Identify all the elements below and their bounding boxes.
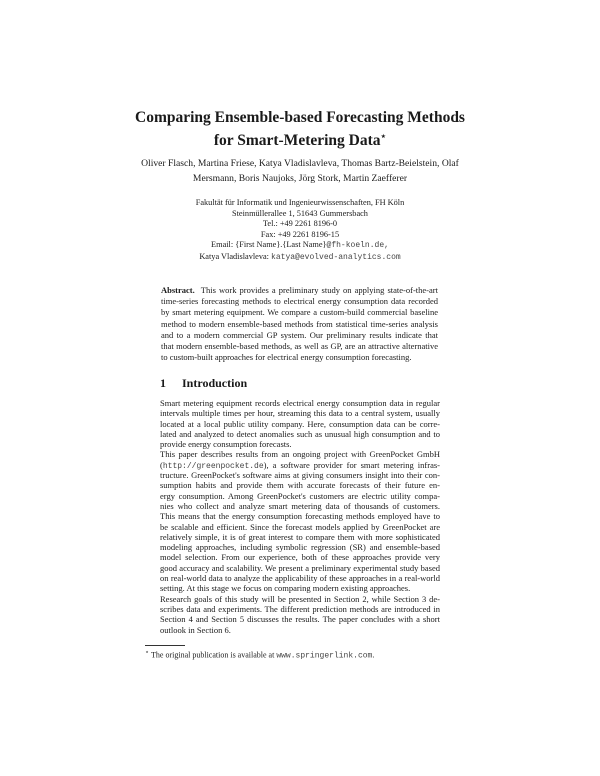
body-line bbox=[160, 439, 440, 449]
body-line bbox=[160, 583, 440, 593]
body-line bbox=[160, 491, 440, 501]
email-label: Email: {First Name}.{Last Name} bbox=[211, 240, 327, 250]
body-text: on real-world data to analyze the applicability of these approaches in a real-world bbox=[160, 573, 440, 584]
body-text: ergy consumption. Among GreenPocket's customers are electric utility compa- bbox=[160, 490, 440, 501]
email-domain: @fh-koeln.de, bbox=[326, 241, 389, 251]
address: Steinmüllerallee 1, 51643 Gummersbach bbox=[232, 208, 368, 218]
abstract-line-text: and to a modern commercial GP system. Our preliminary results indicate that bbox=[161, 329, 438, 340]
body-text: be scalable and efficient. Since the forecast models applied by GreenPocket are bbox=[160, 521, 440, 532]
abstract-line-text: by smart metering equipment. We compare a custom-build commercial baseline bbox=[161, 307, 438, 318]
body-line bbox=[160, 460, 440, 470]
body-text: setting. At this stage we focus on comparing modern existing approaches. bbox=[160, 583, 411, 594]
telephone: Tel.: +49 2261 8196-0 bbox=[262, 219, 338, 229]
footnote bbox=[145, 647, 374, 662]
section-heading bbox=[160, 376, 247, 391]
section-number: 1 bbox=[160, 376, 166, 390]
footnote-text: The original publication is available at bbox=[151, 650, 277, 660]
body-text: This means that the energy consumption forecasting methods employed have to bbox=[160, 511, 440, 522]
body-line bbox=[160, 552, 440, 562]
abstract-line bbox=[161, 330, 438, 341]
footnote-rule bbox=[145, 645, 185, 646]
body-line bbox=[160, 511, 440, 521]
abstract-line-text: This work provides a preliminary study on applying state-of-the-art bbox=[200, 285, 438, 295]
body-text: relatively simple, it is of great interest to compare them with more sophisticated bbox=[160, 531, 440, 542]
abstract-line-text: time-series forecasting methods to electrical energy consumption data recorded bbox=[161, 296, 438, 307]
abstract-line bbox=[161, 352, 438, 363]
abstract-line bbox=[161, 341, 438, 352]
body-text: Smart metering equipment records electrical energy consumption data in regular bbox=[160, 398, 440, 408]
body-text: Research goals of this study will be presented in Section 2, while Section 3 de- bbox=[160, 593, 440, 604]
body-text: This paper describes results from an ongoing project with GreenPocket GmbH bbox=[160, 449, 440, 460]
abstract-line bbox=[161, 285, 438, 296]
body-text: tructure. GreenPocket's software aims at giving consumers insight into their con- bbox=[160, 470, 440, 481]
body-line bbox=[160, 604, 440, 614]
body-text: sumption habits and provide them with accurate forecasts of their future en- bbox=[160, 480, 440, 491]
introduction-body bbox=[160, 398, 440, 635]
abstract-line-text: that modern ensemble-based methods, as well as GP, are an attractive alternative bbox=[161, 340, 438, 351]
body-text: scribes data and experiments. The different prediction methods are introduced in bbox=[160, 603, 440, 614]
body-text: nies who collect and analyze smart metering data of thousands of customers. bbox=[160, 500, 440, 511]
body-text: Section 4 and Section 5 discusses the results. The paper concludes with a short bbox=[160, 614, 440, 625]
body-line bbox=[160, 573, 440, 583]
body-line bbox=[160, 470, 440, 480]
email-line bbox=[0, 240, 600, 252]
title-line bbox=[0, 127, 600, 150]
abstract-line bbox=[161, 319, 438, 330]
body-text: model selection. From our experience, both of these approaches provide very bbox=[160, 552, 440, 563]
footnote-mark: ⋆ bbox=[145, 649, 150, 656]
abstract-line bbox=[161, 296, 438, 307]
paper-title bbox=[0, 108, 600, 150]
author-line: Oliver Flasch, Martina Friese, Katya Vladislavleva, Thomas Bartz-Beielstein, Olaf bbox=[141, 158, 459, 169]
abstract-line-text: to custom-built approaches for electrical energy consumption forecasting. bbox=[161, 352, 412, 363]
greenpocket-url[interactable]: http://greenpocket.de bbox=[162, 461, 264, 471]
fax: Fax: +49 2261 8196-15 bbox=[260, 229, 340, 239]
body-line bbox=[160, 419, 440, 429]
body-text: intervals multiple times per hour, streaming this data to a central system, usually bbox=[160, 408, 440, 419]
body-line bbox=[160, 449, 440, 459]
body-text: outlook in Section 6. bbox=[160, 624, 231, 635]
body-text: lated and analyzed to detect anomalies such as unusual high consumption and to bbox=[160, 428, 440, 439]
body-text: located at a local public utility company. Here, consumption data can be corre- bbox=[160, 418, 440, 429]
abstract-line bbox=[161, 307, 438, 318]
footnote-end: . bbox=[372, 650, 375, 660]
body-line bbox=[160, 594, 440, 604]
body-text: provide energy consumption forecasts. bbox=[160, 439, 292, 450]
body-line bbox=[160, 522, 440, 532]
body-line bbox=[160, 501, 440, 511]
body-text: ( bbox=[160, 459, 163, 470]
katya-email-line bbox=[0, 252, 600, 264]
title-line: Comparing Ensemble-based Forecasting Methods bbox=[135, 109, 465, 126]
body-line bbox=[160, 398, 440, 408]
abstract bbox=[161, 285, 438, 363]
body-line bbox=[160, 614, 440, 624]
body-line bbox=[160, 532, 440, 542]
body-text: good accuracy and scalability. We present a preliminary experimental study based bbox=[160, 562, 440, 573]
abstract-line-text: method to modern ensemble-based methods from statistical time-series analysis bbox=[161, 318, 438, 329]
body-line bbox=[160, 408, 440, 418]
katya-email: katya@evolved-analytics.com bbox=[271, 252, 401, 262]
katya-label: Katya Vladislavleva: bbox=[199, 251, 272, 261]
body-line bbox=[160, 563, 440, 573]
footnote-url[interactable]: www.springerlink.com bbox=[276, 651, 373, 661]
body-text: ), a software provider for smart metering infras- bbox=[263, 459, 440, 470]
body-line bbox=[160, 542, 440, 552]
affiliation bbox=[0, 198, 600, 264]
title-line-text: for Smart-Metering Data bbox=[213, 132, 381, 150]
author-list bbox=[0, 156, 600, 186]
footnote-mark: ⋆ bbox=[380, 131, 387, 141]
body-text: modeling approaches, including symbolic regression (SR) and ensemble-based bbox=[160, 542, 440, 553]
institution: Fakultät für Informatik und Ingenieurwissenschaften, FH Köln bbox=[195, 198, 405, 207]
section-title: Introduction bbox=[182, 376, 248, 390]
body-line bbox=[160, 429, 440, 439]
abstract-label: Abstract. bbox=[161, 285, 195, 295]
body-line bbox=[160, 625, 440, 635]
body-line bbox=[160, 480, 440, 490]
author-line: Mersmann, Boris Naujoks, Jörg Stork, Martin Zaefferer bbox=[192, 173, 408, 184]
